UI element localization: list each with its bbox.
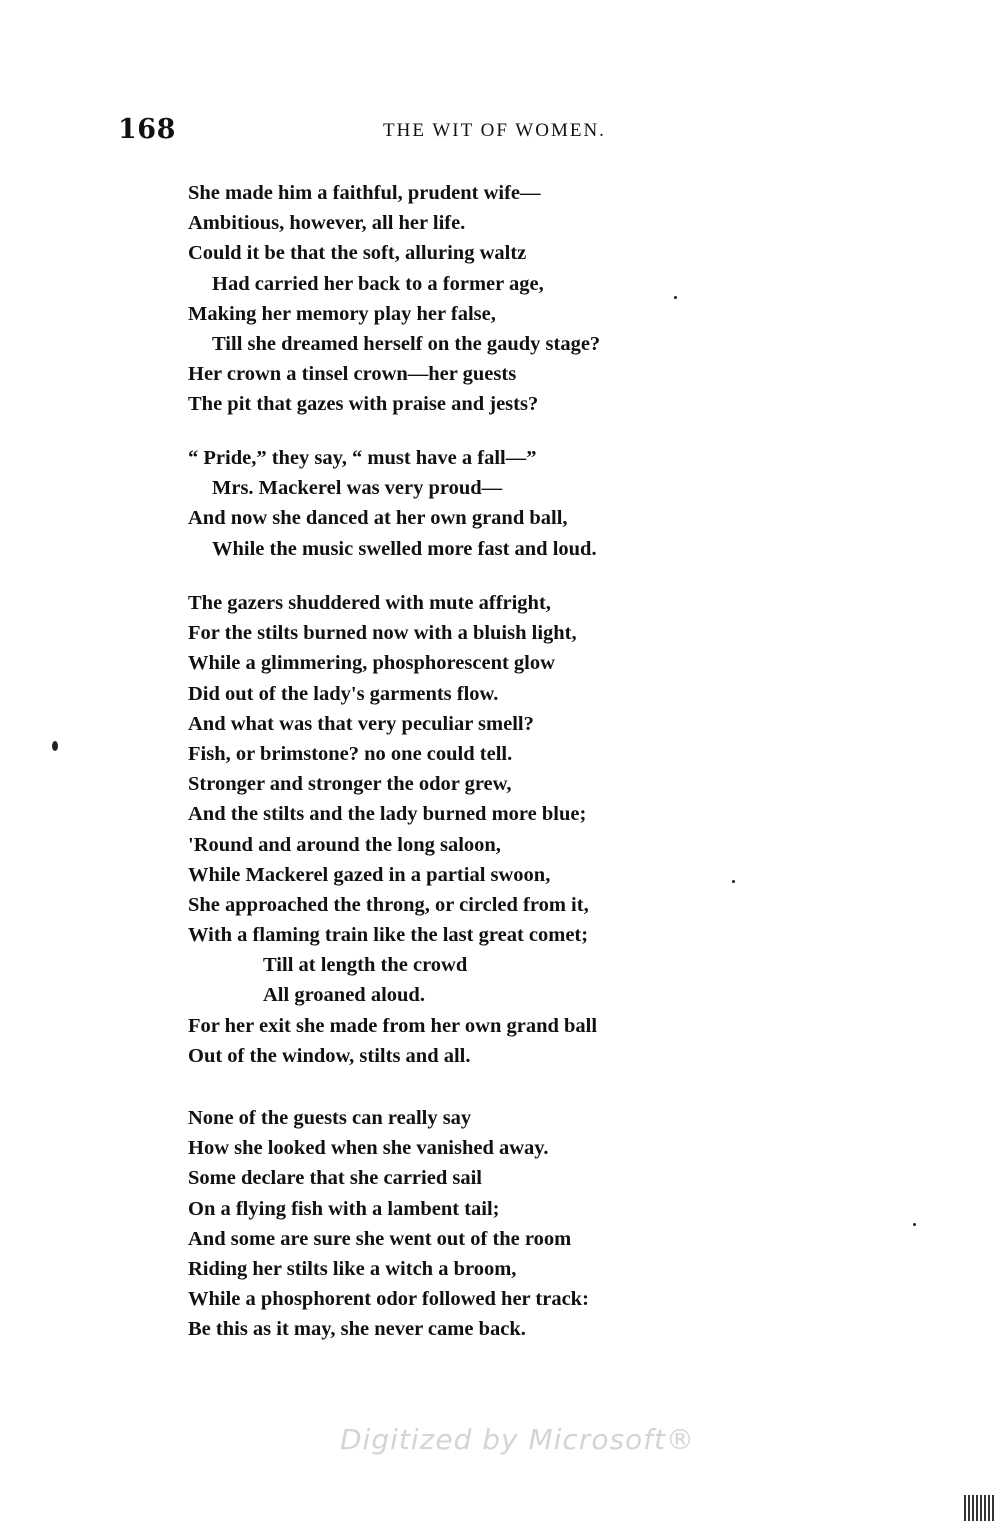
- stanza: [188, 588, 597, 1071]
- poem-line: “ Pride,” they say, “ must have a fall—”: [188, 447, 537, 469]
- poem-line: She approached the throng, or circled from it,: [188, 893, 589, 916]
- stanza: [188, 1103, 589, 1345]
- poem-line: Till she dreamed herself on the gaudy stage?: [212, 332, 601, 355]
- poem-line: Her crown a tinsel crown—her guests: [188, 363, 517, 386]
- poem-line: While the music swelled more fast and loud.: [212, 537, 597, 560]
- running-title: THE WIT OF WOMEN.: [383, 120, 606, 141]
- poem-line: While a glimmering, phosphorescent glow: [188, 652, 555, 675]
- scan-speck: [52, 741, 58, 751]
- poem-line: Did out of the lady's garments flow.: [188, 682, 499, 705]
- poem-line: For the stilts burned now with a bluish light,: [188, 622, 577, 645]
- poem-line: None of the guests can really say: [188, 1107, 472, 1129]
- poem-line: Out of the window, stilts and all.: [188, 1044, 471, 1067]
- poem-line: The gazers shuddered with mute affright,: [188, 592, 551, 614]
- poem-line: Fish, or brimstone? no one could tell.: [188, 742, 513, 765]
- poem-line: And some are sure she went out of the room: [188, 1227, 572, 1250]
- poem-line: On a flying fish with a lambent tail;: [188, 1197, 500, 1220]
- poem-line: Be this as it may, she never came back.: [188, 1318, 526, 1341]
- poem-line: Had carried her back to a former age,: [212, 272, 544, 295]
- poem-line: And what was that very peculiar smell?: [188, 712, 534, 735]
- poem-line: Stronger and stronger the odor grew,: [188, 773, 512, 796]
- poem-line: And the stilts and the lady burned more blue;: [188, 803, 587, 826]
- poem-line: With a flaming train like the last great comet;: [188, 924, 589, 947]
- poem-line: The pit that gazes with praise and jests?: [188, 393, 539, 416]
- poem-line: Riding her stilts like a witch a broom,: [188, 1257, 517, 1280]
- poem-line: Some declare that she carried sail: [188, 1167, 482, 1190]
- poem-line: 'Round and around the long saloon,: [188, 833, 501, 856]
- poem-line: While Mackerel gazed in a partial swoon,: [188, 863, 551, 886]
- poem-line: All groaned aloud.: [263, 984, 425, 1007]
- poem-line: Making her memory play her false,: [188, 302, 496, 325]
- poem-line: Till at length the crowd: [263, 954, 468, 977]
- page-number: 168: [118, 114, 176, 145]
- scan-edge-mark: [964, 1495, 994, 1521]
- stanza: [188, 178, 600, 420]
- poem-line: How she looked when she vanished away.: [188, 1137, 549, 1160]
- poem-line: While a phosphorent odor followed her track:: [188, 1288, 589, 1311]
- poem-line: Ambitious, however, all her life.: [188, 212, 466, 235]
- poem-line: Mrs. Mackerel was very proud—: [212, 477, 503, 500]
- stanza: [188, 443, 597, 564]
- scan-speck: [913, 1223, 916, 1226]
- poem-line: Could it be that the soft, alluring waltz: [188, 242, 527, 265]
- poem-line: And now she danced at her own grand ball,: [188, 507, 568, 530]
- scan-speck: [732, 880, 735, 883]
- digitization-watermark: Digitized by Microsoft®: [340, 1423, 696, 1456]
- poem-line: She made him a faithful, prudent wife—: [188, 182, 541, 204]
- poem-line: For her exit she made from her own grand ball: [188, 1014, 598, 1037]
- scan-speck: [674, 296, 677, 299]
